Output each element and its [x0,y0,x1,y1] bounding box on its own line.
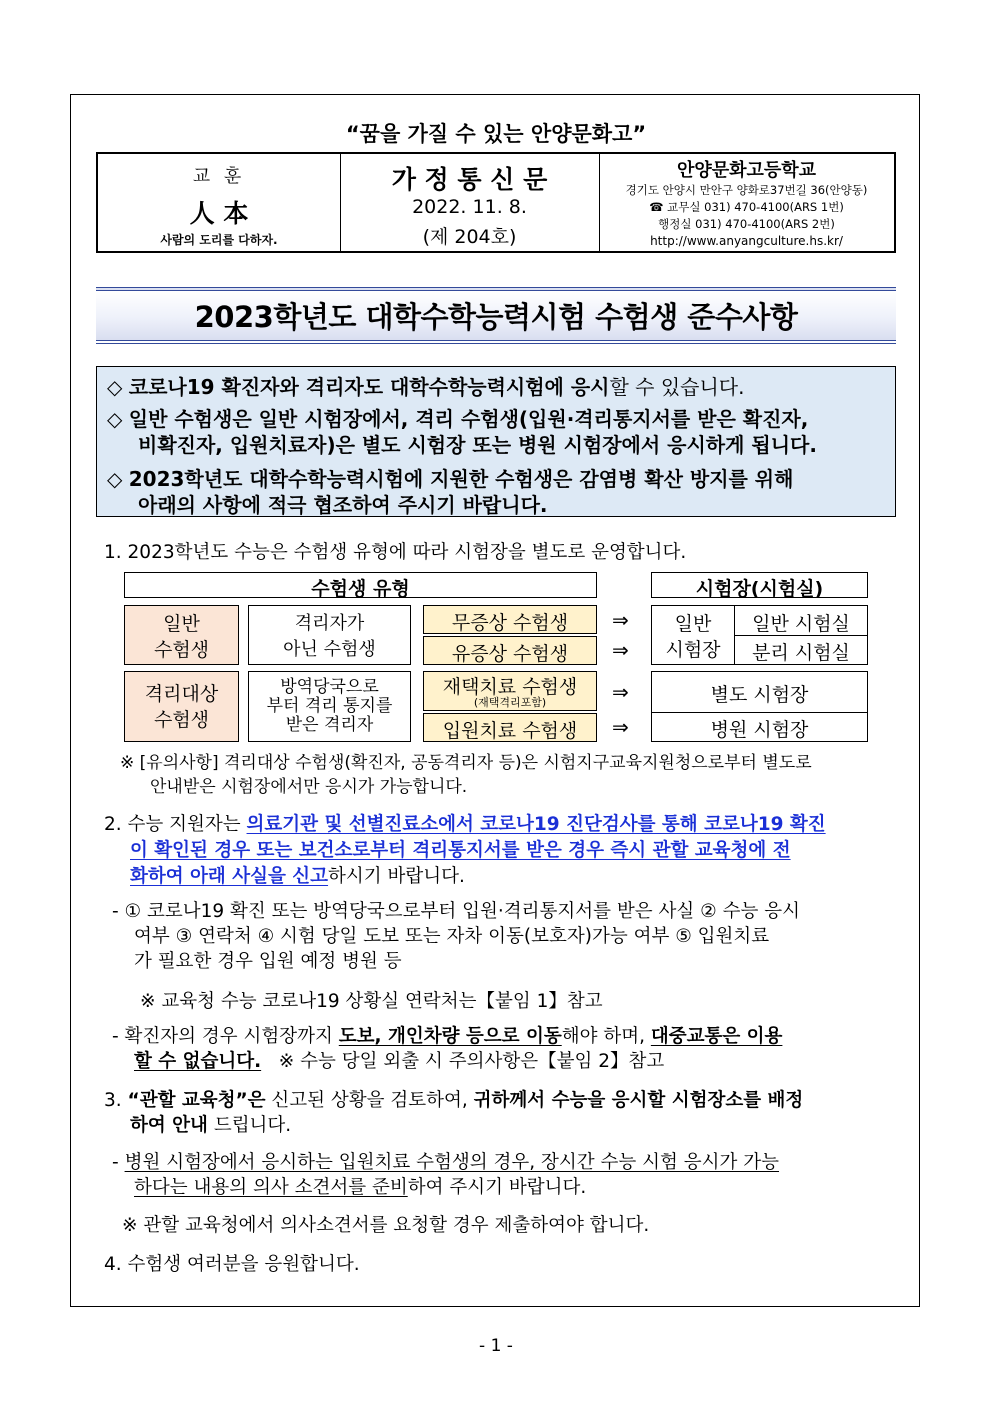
isolation-notice-box: 방역당국으로 부터 격리 통지를 받은 격리자 [248,671,411,742]
general-site-box: 일반 시험장 [651,605,735,665]
diamond-icon: ◇ [107,375,123,399]
asymptomatic-box: 무증상 수험생 [423,605,597,634]
section-2-item2-line1: - 확진자의 경우 시험장까지 도보, 개인차량 등으로 이동해야 하며, 대중교통은 이용 [112,1026,783,1047]
section-3-line1: 3. “관할 교육청”은 신고된 상황을 검토하여, 귀하께서 수능을 응시할 시험장소를 배정 [104,1090,804,1111]
arrow-icon: ⇒ [612,715,629,739]
table-header-site: 시험장(시험실) [651,572,868,598]
school-slogan: “꿈을 가질 수 있는 안양문화고” [345,122,647,146]
hospital-site-box: 병원 시험장 [651,712,868,742]
school-info-cell [599,154,894,251]
general-candidate-box: 일반 수험생 [124,605,239,665]
isolated-candidate-box: 격리대상 수험생 [124,671,239,742]
diamond-icon: ◇ [107,467,123,491]
motto: 人 本 [189,199,249,228]
section-3-item-line2: 하다는 내용의 의사 소견서를 준비하여 주시기 바랍니다. [134,1177,587,1198]
page-number: - 1 - [479,1336,513,1356]
motto-subtitle: 사람의 도리를 다하자. [160,233,278,247]
school-name: 안양문화고등학교 [676,160,817,181]
phone-office: ☎ 교무실 031) 470-4100(ARS 1번) [649,200,844,214]
home-treatment-box: 재택치료 수험생 (재택격리포함) [423,671,597,711]
diamond-icon: ◇ [107,407,123,431]
section-3-note: ※ 관할 교육청에서 의사소견서를 요청할 경우 제출하여야 합니다. [122,1215,650,1236]
section-1-text: 1. 2023학년도 수능은 수험생 유형에 따라 시험장을 별도로 운영합니다. [104,542,687,563]
table-header-type: 수험생 유형 [124,572,597,598]
general-room-box: 일반 시험실 [734,605,868,636]
notice-2: ◇ 일반 수험생은 일반 시험장에서, 격리 수험생(입원·격리통지서를 받은 확진자, [107,407,809,431]
section-2-line3: 화하여 아래 사실을 신고하시기 바랍니다. [130,866,465,887]
section-2-item1-line3: 가 필요한 경우 입원 예정 병원 등 [134,951,402,972]
section-2-item1-line2: 여부 ③ 연락처 ④ 시험 당일 도보 또는 자차 이동(보호자)가능 여부 ⑤ 입원치료 [134,926,770,947]
document-title-box [96,287,896,344]
notice-3-line2: 아래의 사항에 적극 협조하여 주시기 바랍니다. [138,493,548,517]
hospitalized-box: 입원치료 수험생 [423,713,597,742]
section-3-line2: 하여 안내 드립니다. [130,1115,292,1136]
section-2-line2: 이 확인된 경우 또는 보건소로부터 격리통지서를 받은 경우 즉시 관할 교육청에 전 [130,840,791,861]
motto-cell [98,154,341,251]
newsletter-date: 2022. 11. 8. [412,196,527,218]
separate-site-box: 별도 시험장 [651,671,868,713]
notice-box [96,366,896,517]
arrow-icon: ⇒ [612,638,629,662]
separate-room-box: 분리 시험실 [734,635,868,665]
symptomatic-box: 유증상 수험생 [423,636,597,665]
notice-2-line2: 비확진자, 입원치료자)은 별도 시험장 또는 병원 시험장에서 응시하게 됩니다. [138,433,817,457]
section-1-note: ※ [유의사항] 격리대상 수험생(확진자, 공동격리자 등)은 시험지구교육지원청으로부터 별도로 [120,753,812,773]
document-title: 2023학년도 대학수학능력시험 수험생 준수사항 [194,300,798,334]
arrow-icon: ⇒ [612,680,629,704]
section-2-item1-note: ※ 교육청 수능 코로나19 상황실 연락처는【붙임 1】참고 [140,991,603,1012]
notice-1: ◇ 코로나19 확진자와 격리자도 대학수학능력시험에 응시할 수 있습니다. [107,375,745,399]
section-2-line1: 2. 수능 지원자는 의료기관 및 선별진료소에서 코로나19 진단검사를 통해 코로나19 확진 [104,814,826,835]
section-1-note-line2: 안내받은 시험장에서만 응시가 가능합니다. [150,777,468,797]
section-2-item2-line2: 할 수 없습니다. ※ 수능 당일 외출 시 주의사항은【붙임 2】참고 [134,1051,665,1072]
newsletter-issue: (제 204호) [422,226,517,248]
arrow-icon: ⇒ [612,608,629,632]
motto-label: 교 훈 [192,166,246,187]
non-isolated-box: 격리자가 아닌 수험생 [248,605,411,665]
newsletter-header [96,152,896,253]
school-address: 경기도 안양시 만안구 양화로37번길 36(안양동) [625,183,868,197]
section-3-item-line1: - 병원 시험장에서 응시하는 입원치료 수험생의 경우, 장시간 수능 시험 응시가 가능 [112,1152,780,1173]
notice-3: ◇ 2023학년도 대학수학능력시험에 지원한 수험생은 감염병 확산 방지를 위해 [107,467,794,491]
newsletter-info-cell [340,154,600,251]
section-2-item1-line1: - ① 코로나19 확진 또는 방역당국으로부터 입원·격리통지서를 받은 사실 ② 수능 응시 [112,901,800,922]
phone-admin: 행정실 031) 470-4100(ARS 2번) [658,217,835,231]
school-website[interactable]: http://www.anyangculture.hs.kr/ [650,234,843,248]
section-4: 4. 수험생 여러분을 응원합니다. [104,1254,360,1275]
newsletter-title: 가 정 통 신 문 [391,165,548,194]
